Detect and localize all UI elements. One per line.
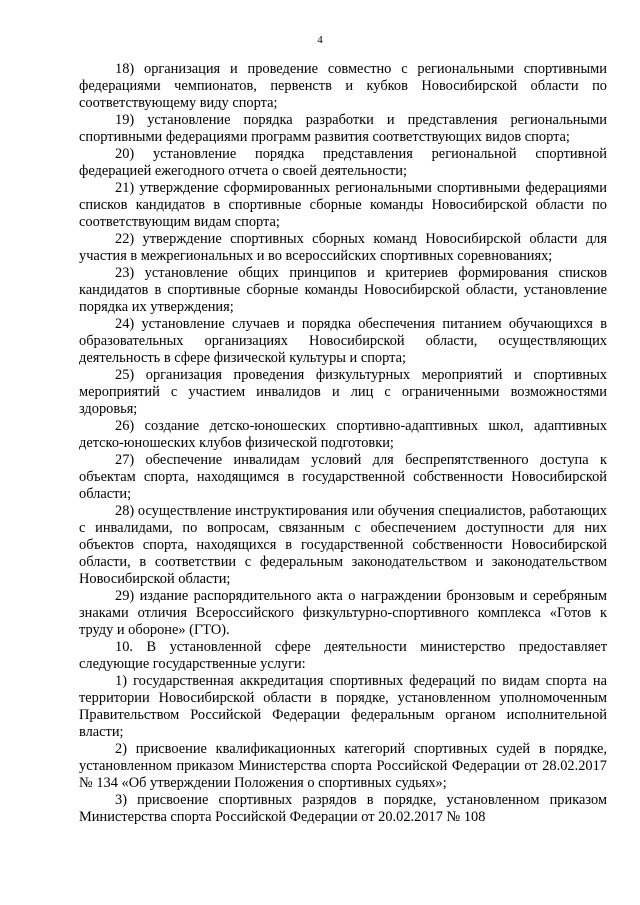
document-body (79, 61, 607, 826)
paragraph-section-10: 10. В установленной сфере деятельности министерство предоставляет следующие государственные услуги: (79, 639, 607, 672)
paragraph-item-29: 29) издание распорядительного акта о награждении бронзовым и серебряным знаками отличия Всероссийского физкультурно-спортивного комплекса «Готов к труду и обороне» (ГТО). (79, 588, 607, 638)
paragraph-item-19: 19) установление порядка разработки и представления региональными спортивными федерациями программ развития соответствующих видов спорта; (79, 112, 607, 145)
paragraph-service-2: 2) присвоение квалификационных категорий спортивных судей в порядке, установленном приказом Министерства спорта Российской Федерации от 28.02.2017 № 134 «Об утверждении Положения о спортивных судьях»; (79, 741, 607, 791)
page-number: 4 (317, 34, 323, 46)
paragraph-service-3: 3) присвоение спортивных разрядов в порядке, установленном приказом Министерства спорта Российской Федерации от 20.02.2017 № 108 (79, 792, 607, 825)
paragraph-item-28: 28) осуществление инструктирования или обучения специалистов, работающих с инвалидами, по вопросам, связанным с обеспечением доступности для них объектов спорта, находящихся в государственной собственности Новосибирской области, в соответствии с федеральным законодательством и законодательством Новосибирской области; (79, 503, 607, 587)
paragraph-item-24: 24) установление случаев и порядка обеспечения питанием обучающихся в образовательных организациях Новосибирской области, осуществляющих деятельность в сфере физической культуры и спорта; (79, 316, 607, 366)
paragraph-item-22: 22) утверждение спортивных сборных команд Новосибирской области для участия в межрегиональных и во всероссийских спортивных соревнованиях; (79, 231, 607, 264)
paragraph-service-1: 1) государственная аккредитация спортивных федераций по видам спорта на территории Новосибирской области в порядке, установленном уполномоченным Правительством Российской Федерации федеральным органом исполнительной власти; (79, 673, 607, 740)
paragraph-item-25: 25) организация проведения физкультурных мероприятий и спортивных мероприятий с участием инвалидов и лиц с ограниченными возможностями здоровья; (79, 367, 607, 417)
paragraph-item-18: 18) организация и проведение совместно с региональными спортивными федерациями чемпионатов, первенств и кубков Новосибирской области по соответствующему виду спорта; (79, 61, 607, 111)
paragraph-item-23: 23) установление общих принципов и критериев формирования списков кандидатов в спортивные сборные команды Новосибирской области, установление порядка их утверждения; (79, 265, 607, 315)
paragraph-item-27: 27) обеспечение инвалидам условий для беспрепятственного доступа к объектам спорта, находящимся в государственной собственности Новосибирской области; (79, 452, 607, 502)
paragraph-item-21: 21) утверждение сформированных региональными спортивными федерациями списков кандидатов в спортивные сборные команды Новосибирской области по соответствующим видам спорта; (79, 180, 607, 230)
paragraph-item-26: 26) создание детско-юношеских спортивно-адаптивных школ, адаптивных детско-юношеских клубов физической подготовки; (79, 418, 607, 451)
paragraph-item-20: 20) установление порядка представления региональной спортивной федерацией ежегодного отчета о своей деятельности; (79, 146, 607, 179)
